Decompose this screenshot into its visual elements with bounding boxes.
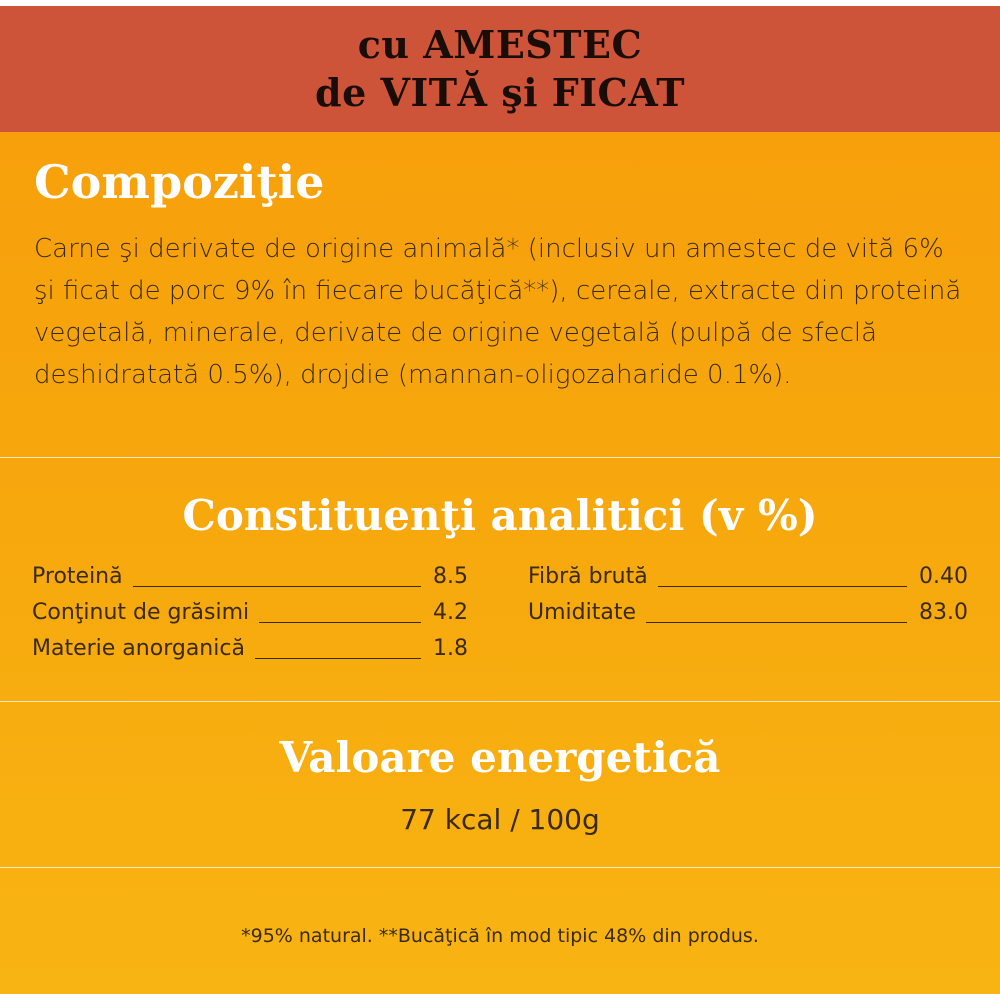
row-label: Fibră brută xyxy=(528,564,648,589)
row-value: 83.0 xyxy=(919,600,968,625)
row-value: 1.8 xyxy=(433,636,468,661)
leader-line xyxy=(255,657,421,659)
header-line-1: cu AMESTEC xyxy=(357,22,643,67)
analytical-row xyxy=(528,598,968,626)
energy-title: Valoare energetică xyxy=(279,733,721,782)
energy-value: 77 kcal / 100g xyxy=(400,803,600,836)
analytical-row xyxy=(528,562,968,590)
leader-line xyxy=(658,585,907,587)
row-label: Materie anorganică xyxy=(32,636,245,661)
composition-text: Carne şi derivate de origine animală* (inclusiv un amestec de vită 6% şi ficat de porc 9% în fiecare bucăţică**), cereale, extracte din proteină vegetală, minerale, derivate de origine vegetală (pulpă de sfeclă deshidratată 0.5%), drojdie (mannan-oligozaharide 0.1%). xyxy=(34,234,962,390)
analytical-row xyxy=(32,634,468,662)
row-label: Conţinut de grăsimi xyxy=(32,600,250,625)
analytical-row xyxy=(32,598,468,626)
leader-line xyxy=(259,621,421,623)
composition-title: Compoziţie xyxy=(34,155,325,209)
leader-line xyxy=(646,621,907,623)
header-line-2: de VITĂ şi FICAT xyxy=(315,70,685,115)
row-label: Umiditate xyxy=(528,600,636,625)
row-value: 4.2 xyxy=(433,600,468,625)
product-header xyxy=(0,6,1000,132)
divider xyxy=(0,457,1000,458)
row-label: Proteină xyxy=(32,564,123,589)
row-value: 8.5 xyxy=(433,564,468,589)
footnote: *95% natural. **Bucăţică în mod tipic 48% din produs. xyxy=(241,925,759,947)
divider xyxy=(0,701,1000,702)
leader-line xyxy=(133,585,421,587)
divider xyxy=(0,867,1000,868)
row-value: 0.40 xyxy=(919,564,968,589)
analytical-title: Constituenţi analitici (v %) xyxy=(182,491,818,540)
analytical-row xyxy=(32,562,468,590)
